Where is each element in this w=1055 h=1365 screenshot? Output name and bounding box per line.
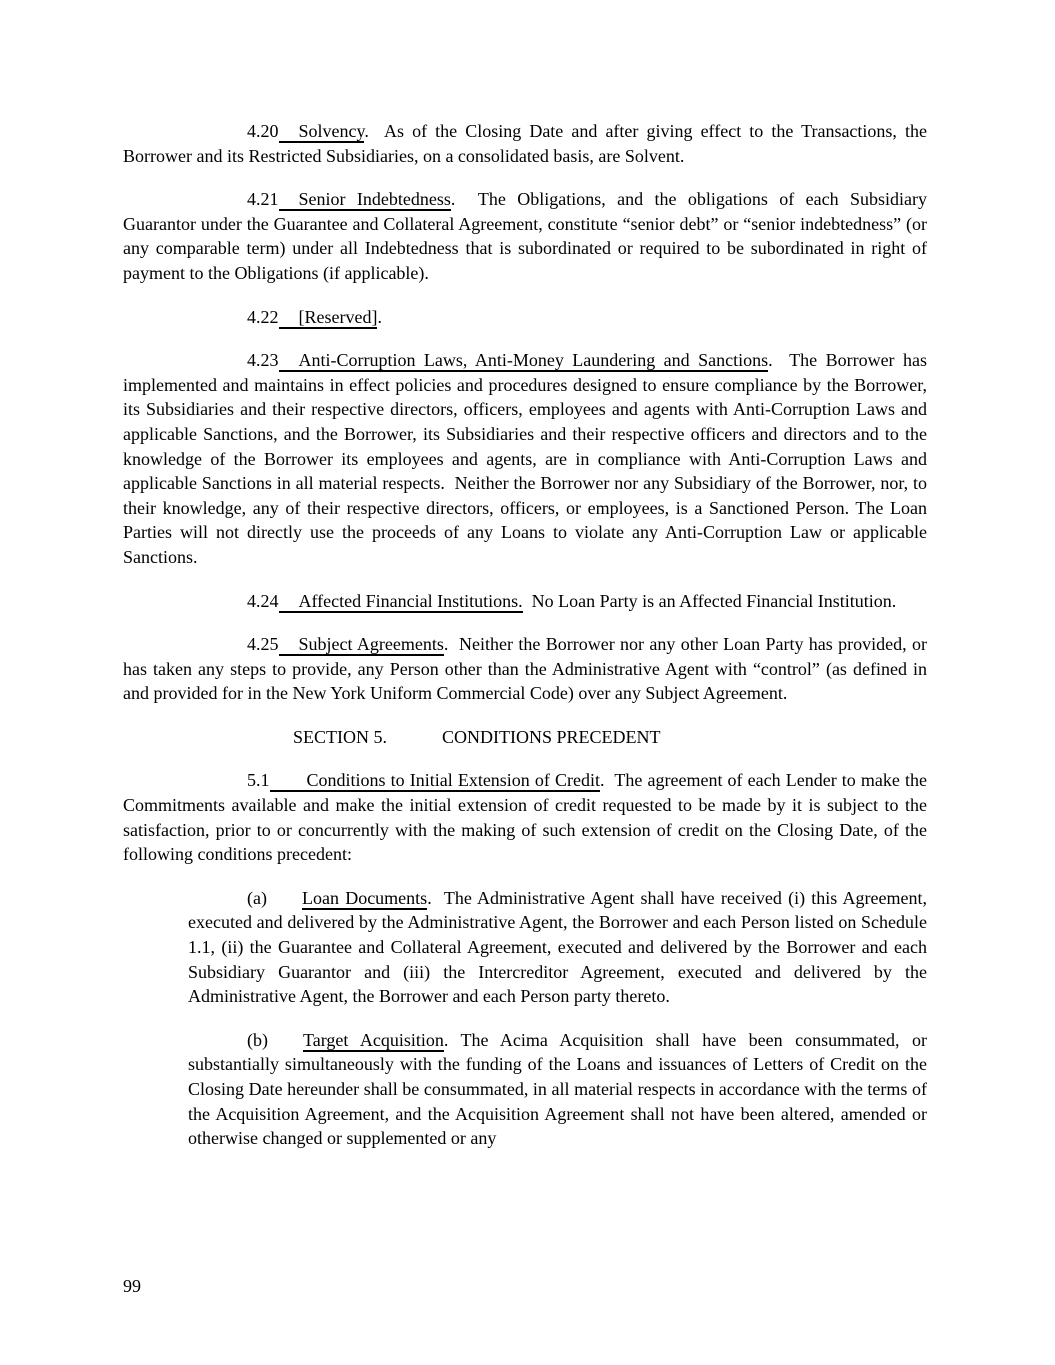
- clause-marker: (a): [247, 887, 267, 908]
- title-separator: .: [768, 350, 782, 371]
- section-number: 5.1: [247, 770, 270, 791]
- page-number: 99: [123, 1276, 141, 1296]
- section-body: As of the Closing Date and after giving effect to the Transactions, the Borrower and its Restricted Subsidiaries, on a consolidated basis, are Solvent.: [123, 121, 927, 166]
- clause-body: The Administrative Agent shall have received (i) this Agreement, executed and delivered by the Administrative Agent, the Borrower and each Person listed on Schedule 1.1, (ii) the Guarantee and Collateral Agreement, executed and delivered by the Borrower and each Subsidiary Guarantor and (iii) the Intercreditor Agreement, executed and delivered by the Administrative Agent, the Borrower and each Person party thereto.: [188, 887, 927, 1007]
- section-title-underline: [279, 634, 444, 656]
- clause-marker: (b): [247, 1029, 268, 1050]
- title-separator: .: [443, 1029, 449, 1050]
- section-title: Conditions to Initial Extension of Credit: [306, 770, 601, 791]
- clause-title-underline: [303, 1030, 444, 1052]
- clause-body: The Acima Acquisition shall have been consummated, or substantially simultaneously with the funding of the Loans and issuances of Letters of Credit on the Closing Date hereunder shall be consummated, in all material respects in accordance with the terms of the Acquisition Agreement, and the Acquisition Agreement shall not have been altered, amended or otherwise changed or supplemented or any: [188, 1029, 927, 1149]
- section-number: 4.20: [247, 121, 279, 141]
- section-body: Neither the Borrower nor any other Loan Party has provided, or has taken any steps to provide, any Person other than the Administrative Agent with “control” (as defined in and provided for in the New York Uniform Commercial Code) over any Subject Agreement.: [123, 634, 927, 704]
- section-body: The Obligations, and the obligations of each Subsidiary Guarantor under the Guarantee and Collateral Agreement, constitute “senior debt” or “senior indebtedness” (or any comparable term) under all Indebtedness that is subordinated or required to be subordinated in right of payment to the Obligations (if applicable).: [123, 189, 928, 283]
- section-body: The Borrower has implemented and maintains in effect policies and procedures designed to ensure compliance by the Borrower, its Subsidiaries and their respective directors, officers, employees and agents with Anti-Corruption Laws and applicable Sanctions, and the Borrower, its Subsidiaries and their respective officers and directors and to the knowledge of the Borrower its employees and agents, are in compliance with Anti-Corruption Laws and applicable Sanctions in all material respects. Neither the Borrower nor any Subsidiary of the Borrower, nor, to their knowledge, any of their respective directors, officers, or employees, is a Sanctioned Person. The Loan Parties will not directly use the proceeds of any Loans to violate any Anti-Corruption Law or applicable Sanctions.: [123, 350, 927, 567]
- section-title: Solvency: [298, 121, 365, 141]
- title-separator: .: [364, 121, 377, 141]
- section-number: 4.21: [247, 189, 279, 210]
- clause-title-underline: [302, 888, 427, 910]
- paragraph-4-25: [123, 632, 927, 706]
- section-title: Anti-Corruption Laws, Anti-Money Laundering and Sanctions: [298, 350, 769, 371]
- section-5-heading: [293, 725, 927, 750]
- section-body: No Loan Party is an Affected Financial Institution.: [531, 590, 897, 611]
- paragraph-5-1-a: [188, 886, 927, 1009]
- section-title: [Reserved]: [298, 306, 378, 327]
- title-separator: .: [377, 306, 382, 327]
- section-5-title: CONDITIONS PRECEDENT: [442, 726, 661, 747]
- paragraph-4-22: [123, 305, 927, 330]
- title-separator: [523, 591, 528, 611]
- section-number: 4.25: [247, 634, 279, 655]
- section-title: Subject Agreements: [298, 634, 444, 655]
- section-title-underline: [279, 350, 769, 372]
- title-separator: .: [443, 634, 454, 655]
- title-separator: .: [600, 770, 610, 791]
- section-title-underline: [279, 121, 365, 143]
- section-number: 4.24: [247, 590, 279, 611]
- paragraph-5-1: [123, 768, 927, 866]
- clause-title: Target Acquisition: [303, 1029, 444, 1050]
- section-5-label: SECTION 5.: [293, 726, 387, 747]
- section-title-underline: [279, 307, 378, 329]
- title-separator: .: [427, 887, 438, 908]
- document-content: [123, 119, 927, 1170]
- section-title-underline: [279, 591, 523, 613]
- section-body: The agreement of each Lender to make the Commitments available and make the initial extension of credit requested to be made by it is subject to the satisfaction, prior to or concurrently with the making of such extension of credit on the Closing Date, of the following conditions precedent:: [123, 770, 927, 865]
- paragraph-4-24: [123, 589, 927, 614]
- section-title-underline: [279, 189, 451, 211]
- paragraph-4-23: [123, 348, 927, 569]
- paragraph-4-20: [123, 119, 927, 168]
- section-number: 4.22: [247, 306, 279, 327]
- section-title: Affected Financial Institutions.: [298, 590, 523, 611]
- section-title: Senior Indebtedness: [298, 189, 451, 210]
- paragraph-4-21: [123, 187, 927, 285]
- section-title-underline: [270, 770, 601, 792]
- section-number: 4.23: [247, 350, 279, 371]
- clause-title: Loan Documents: [301, 887, 428, 908]
- title-separator: .: [450, 189, 467, 210]
- paragraph-5-1-b: [188, 1028, 927, 1151]
